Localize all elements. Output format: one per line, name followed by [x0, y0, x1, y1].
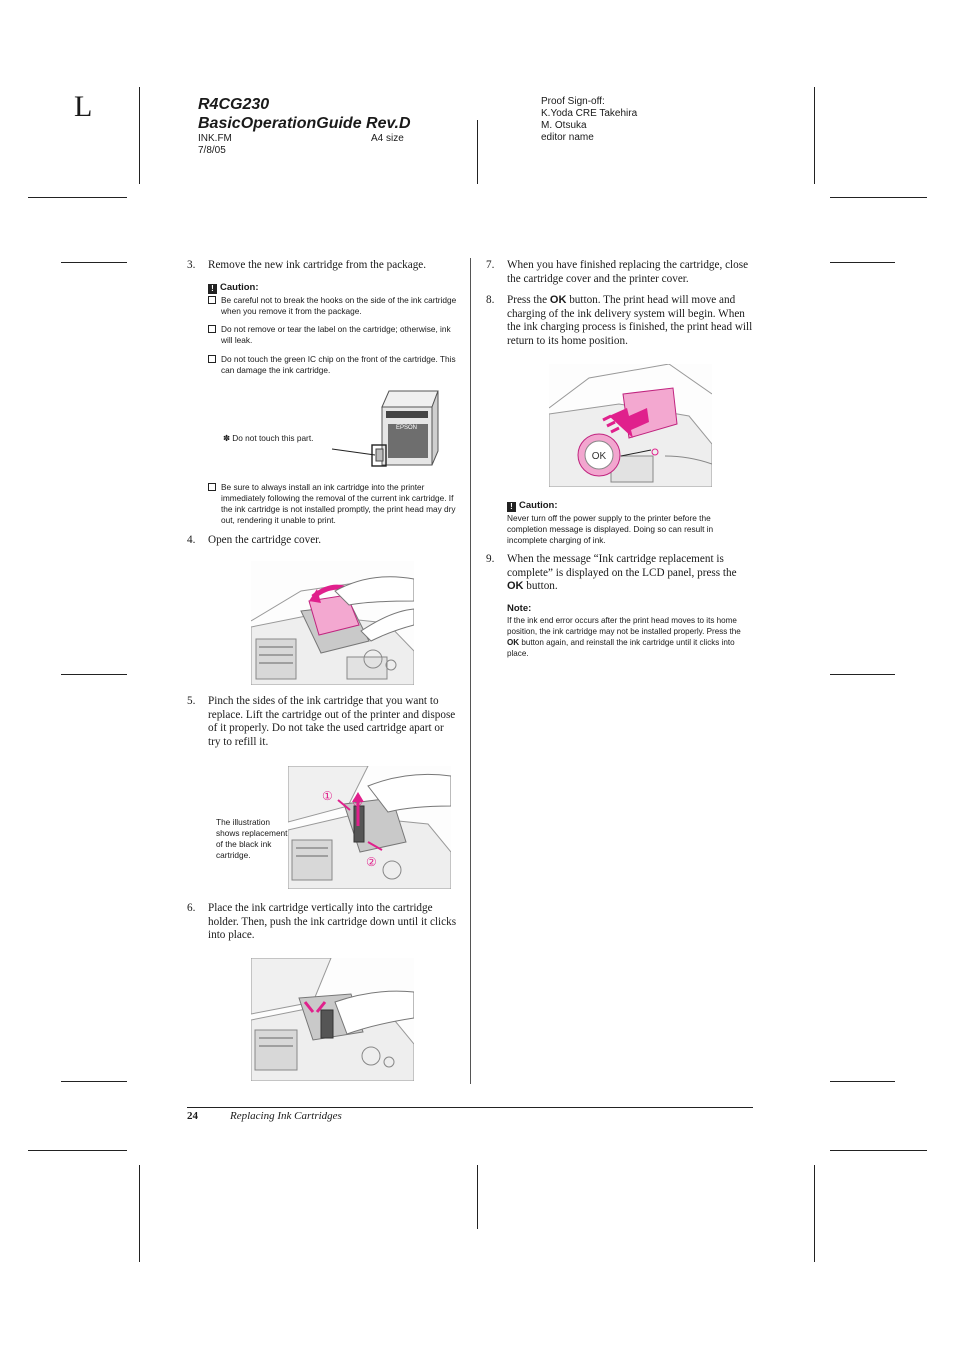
step-5: 5. Pinch the sides of the ink cartridge that you want to replace. Lift the cartridge out of the printer and dispose of it properly. Do not take the used cartridge apart or try to refill it.: [187, 695, 456, 748]
note-text: If the ink end error occurs after the print head moves to its home position, the ink cartridge may not be installed properly. Press the OK button again, and reinstall the ink cartridge until it clicks into place.: [507, 616, 741, 658]
footer-rule: [187, 1107, 753, 1108]
step-7: 7. When you have finished replacing the cartridge, close the cartridge cover and the printer cover.: [486, 259, 749, 285]
document-title: R4CG230 BasicOperationGuide Rev.D: [198, 96, 411, 132]
press-ok-illustration: [549, 364, 712, 487]
figure-caption: The illustration shows replacement of the black ink cartridge.: [216, 817, 288, 860]
svg-text:OK: OK: [591, 451, 607, 462]
svg-text:③: ③: [352, 795, 363, 809]
svg-text:①: ①: [322, 789, 333, 803]
insert-cartridge-illustration: [251, 958, 414, 1081]
page-number: 24: [187, 1110, 198, 1122]
step-4: 4. Open the cartridge cover.: [187, 534, 322, 546]
svg-text:②: ②: [366, 855, 377, 869]
file-date: 7/8/05: [198, 145, 226, 156]
ok-button-label: OK: [507, 580, 524, 593]
paper-size: A4 size: [371, 133, 404, 144]
page-side-letter: L: [74, 90, 93, 123]
caution-icon: !: [208, 284, 217, 294]
note-heading: Note:: [507, 603, 532, 614]
step-8: 8. Press the OK button. The print head will move and charging of the ink delivery system will begin. When the ink charging process is finished, the print head will return to its home position.: [486, 294, 753, 347]
checkbox-bullet-icon: [208, 325, 216, 333]
checkbox-bullet-icon: [208, 355, 216, 363]
proof-signoff: Proof Sign-off: K.Yoda CRE Takehira M. Otsuka editor name: [541, 96, 638, 143]
ic-chip-callout: ✽ Do not touch this part.: [223, 433, 314, 443]
open-cartridge-cover-illustration: [251, 561, 414, 685]
ink-cartridge-illustration: [330, 385, 440, 475]
step-3: 3. Remove the new ink cartridge from the package.: [187, 259, 427, 271]
checkbox-bullet-icon: [208, 483, 216, 491]
caution-text: Never turn off the power supply to the printer before the completion message is displayed. Doing so can result in incomplete charging of ink.: [507, 513, 714, 545]
section-title: Replacing Ink Cartridges: [230, 1110, 342, 1122]
caution-icon: !: [507, 502, 516, 512]
ok-button-label: OK: [549, 294, 567, 306]
caution-heading-1: ! Caution:: [208, 282, 259, 294]
checkbox-bullet-icon: [208, 296, 216, 304]
ok-button-label: OK: [507, 638, 520, 647]
caution-heading-2: ! Caution:: [507, 500, 558, 512]
file-name: INK.FM: [198, 133, 232, 144]
step-6: 6. Place the ink cartridge vertically into the cartridge holder. Then, push the ink cartridge down until it clicks into place.: [187, 902, 457, 942]
remove-cartridge-illustration: [288, 766, 451, 889]
svg-text:EPSON: EPSON: [396, 425, 418, 431]
step-9: 9. When the message “Ink cartridge replacement is complete” is displayed on the LCD panel, press the OK button.: [486, 553, 737, 593]
